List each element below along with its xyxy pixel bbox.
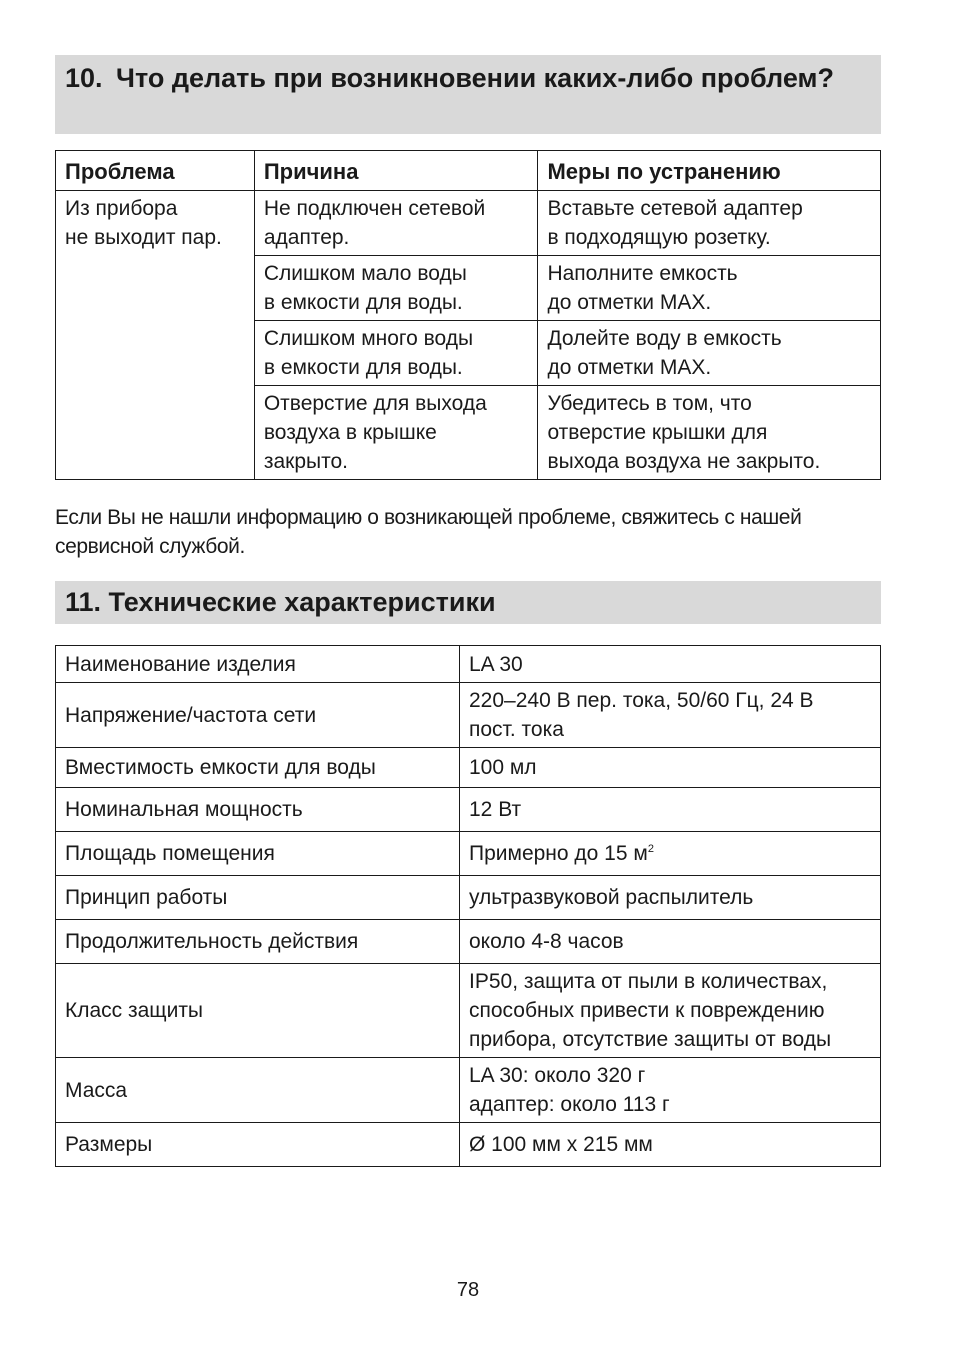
fix-cell: Наполните емкость до отметки MAX. [538, 256, 881, 321]
spec-value: LA 30: около 320 г адаптер: около 113 г [460, 1058, 881, 1123]
section-11-title: 11. Технические характеристики [65, 587, 496, 617]
section-10-title: Что делать при возникновении каких-либо проблем? [116, 63, 834, 93]
header-problem: Проблема [56, 151, 255, 191]
cause-cell: Слишком много воды в емкости для воды. [254, 321, 538, 386]
spec-row [56, 646, 881, 683]
spec-row [56, 748, 881, 788]
header-cause: Причина [254, 151, 538, 191]
cause-cell: Отверстие для выхода воздуха в крышке закрыто. [254, 386, 538, 480]
page-number: 78 [456, 1279, 480, 1301]
section-11-heading [55, 581, 881, 624]
spec-key: Площадь помещения [56, 832, 460, 876]
table-header-row [56, 151, 881, 191]
spec-key: Класс защиты [56, 964, 460, 1058]
cause-cell: Слишком мало воды в емкости для воды. [254, 256, 538, 321]
spec-value: IP50, защита от пыли в количествах, способных привести к повреждению прибора, отсутствие защиты от воды [460, 964, 881, 1058]
header-fix: Меры по устранению [538, 151, 881, 191]
spec-value: 100 мл [460, 748, 881, 788]
spec-key: Принцип работы [56, 876, 460, 920]
spec-value: 220–240 В пер. тока, 50/60 Гц, 24 В пост. тока [460, 683, 881, 748]
area-value: Примерно до 15 м [469, 842, 648, 865]
problem-cell: Из прибора не выходит пар. [56, 191, 255, 480]
spec-key: Масса [56, 1058, 460, 1123]
area-unit-exponent: 2 [647, 843, 654, 855]
spec-key: Наименование изделия [56, 646, 460, 683]
specifications-table [55, 645, 881, 1167]
spec-value: ультразвуковой распылитель [460, 876, 881, 920]
spec-value: LA 30 [460, 646, 881, 683]
spec-value: Ø 100 мм x 215 мм [460, 1123, 881, 1167]
spec-row [56, 1123, 881, 1167]
spec-key: Продолжительность действия [56, 920, 460, 964]
spec-key: Размеры [56, 1123, 460, 1167]
section-10-heading [55, 55, 881, 134]
spec-row [56, 683, 881, 748]
fix-cell: Убедитесь в том, что отверстие крышки для выхода воздуха не закрыто. [538, 386, 881, 480]
spec-value: около 4-8 часов [460, 920, 881, 964]
spec-row [56, 964, 881, 1058]
fix-cell: Вставьте сетевой адаптер в подходящую розетку. [538, 191, 881, 256]
spec-row [56, 876, 881, 920]
fix-cell: Долейте воду в емкость до отметки MAX. [538, 321, 881, 386]
spec-row [56, 1058, 881, 1123]
troubleshooting-table [55, 150, 881, 480]
service-note: Если Вы не нашли информацию о возникающей проблеме, свяжитесь с нашей сервисной службой. [55, 506, 802, 558]
spec-value-area [460, 832, 881, 876]
spec-value: 12 Вт [460, 788, 881, 832]
spec-row [56, 920, 881, 964]
table-row [56, 191, 881, 256]
spec-key: Напряжение/частота сети [56, 683, 460, 748]
spec-key: Вместимость емкости для воды [56, 748, 460, 788]
spec-key: Номинальная мощность [56, 788, 460, 832]
section-10-number: 10. [65, 63, 103, 93]
spec-row [56, 832, 881, 876]
cause-cell: Не подключен сетевой адаптер. [254, 191, 538, 256]
spec-row [56, 788, 881, 832]
